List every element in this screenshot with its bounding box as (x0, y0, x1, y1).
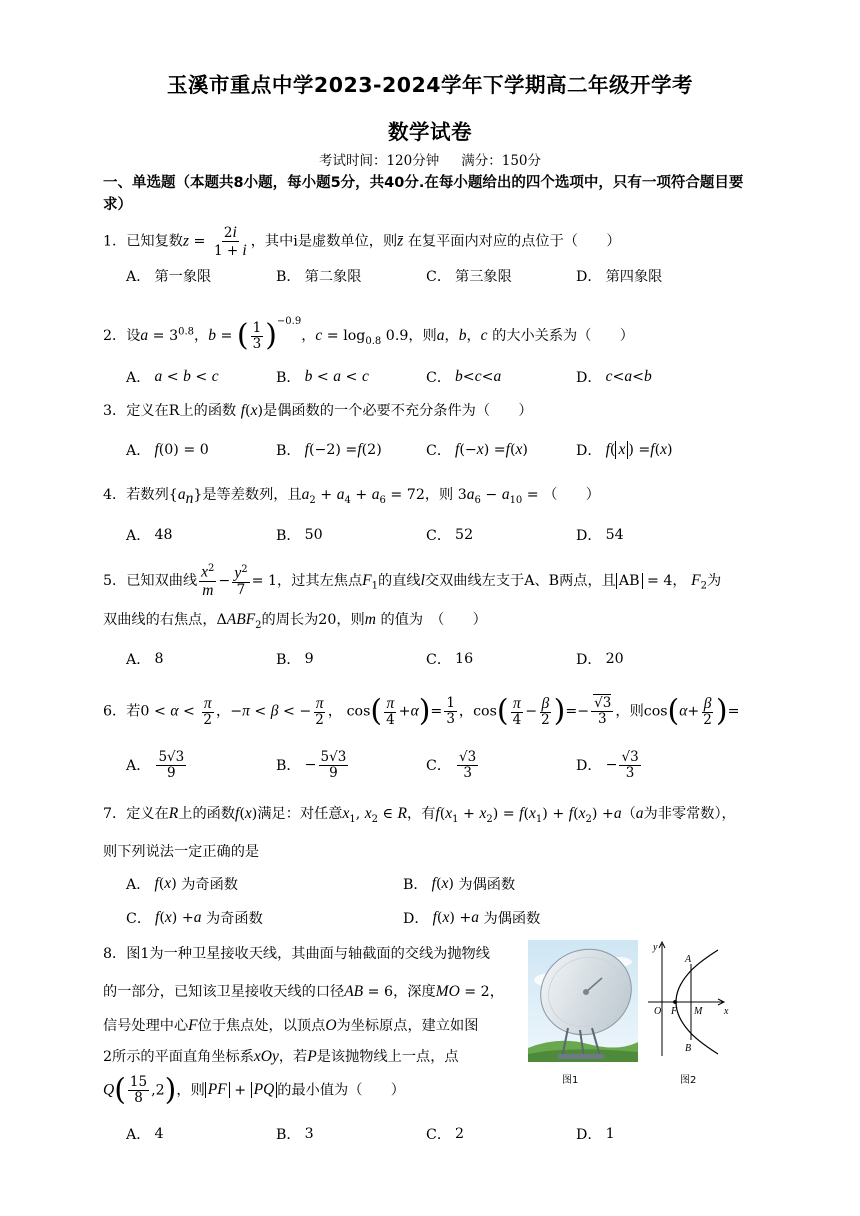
option-c[interactable]: C． 第三象限 (426, 269, 512, 285)
question-5-options (126, 649, 766, 669)
label-a: A (685, 954, 692, 965)
question-8-line3: 信号处理中心F位于焦点处，以顶点O为坐标原点，建立如图 (103, 1017, 479, 1034)
option-d[interactable]: D． − √3 3 (576, 749, 639, 781)
label-b: B (685, 1043, 692, 1054)
focus-point (674, 1001, 677, 1004)
question-7-options-row1 (126, 874, 766, 894)
option-d[interactable]: D． f ( x ) + a 为偶函数 (403, 909, 541, 927)
option-b[interactable]: B． 50 (276, 527, 323, 544)
question-8-line4: 2所示的平面直角坐标系xOy，若P是该抛物线上一点，点 (103, 1048, 459, 1065)
question-3-options (126, 440, 766, 460)
option-c[interactable]: C． 2 (426, 1126, 465, 1143)
option-b[interactable]: B． f ( x ) 为偶函数 (403, 875, 516, 893)
option-a[interactable]: A． 第一象限 (126, 269, 212, 285)
question-7-options-row2 (126, 908, 766, 928)
option-a[interactable]: A． 5√3 9 (126, 749, 185, 781)
label-x: x (724, 1006, 729, 1017)
exam-score: 满分：150分 (461, 153, 542, 169)
question-2-options (126, 367, 766, 387)
option-a[interactable]: A． f ( x ) 为奇函数 (126, 875, 238, 893)
question-5-line2: 双曲线的右焦点，$\Delta ABF_2$的周长为20，则m 的值为 （ ） (103, 611, 487, 631)
option-a[interactable]: A． f (0) = 0 (126, 441, 209, 459)
exam-time: 考试时间：120分钟 (318, 153, 440, 169)
option-a[interactable]: A． 8 (126, 651, 164, 668)
satellite-dish-illustration (528, 940, 645, 1062)
option-c[interactable]: C． 16 (426, 651, 474, 668)
option-a[interactable]: A． a < b < c (126, 368, 219, 386)
option-c[interactable]: C． f (− x ) = f ( x ) (426, 441, 528, 459)
label-o: O (654, 1006, 662, 1017)
option-c[interactable]: C． 52 (426, 527, 474, 544)
question-6: 6．若0 < α < $\frac{\pi}{2}$ ，−π < β < − $\frac{\pi}{2}$ ， cos( $\frac{\pi}{4}$ +α)= $\frac{1}{3}$ ，cos( $\frac{\pi}{4}$ − $\frac{\beta}{2}$ )=− $\frac{√3}{3}$ ，则cos(α+ $\frac{\beta}{2}$ )= (103, 693, 740, 729)
option-d[interactable]: D． c < a < b (576, 368, 652, 386)
question-8-figures (528, 940, 758, 1090)
option-a[interactable]: A． 48 (126, 527, 173, 544)
question-4: 4．若数列$\{a_n\}$是等差数列，且$a_2 + a_4 + a_6 = 72$，则 $3a_6 - a_{10}$ = （ ） (103, 486, 600, 507)
question-7: 7．定义在R上的函数f(x)满足：对任意$x_1$, $x_2$ ∈ R，有$f(x_1 + x_2) = f(x_1) + f(x_2) +a(a$为非零常数）， (103, 805, 736, 825)
question-5: 5．已知双曲线 $\frac{x^2}{m}$ − $\frac{y^2}{7}$ = 1，过其左焦点$F_1$的直线l交双曲线左支于A、B两点，且 AB = 4， $F_2$为 (103, 563, 722, 599)
option-c[interactable]: C． f ( x ) + a 为奇函数 (126, 909, 263, 927)
figures-svg (528, 940, 758, 1090)
option-b[interactable]: B． 9 (276, 651, 314, 668)
section-heading: 一、单选题（本题共8小题，每小题5分，共40分.在每小题给出的四个选项中，只有一项符合题目要求） (103, 175, 744, 213)
option-b[interactable]: B． − 5√3 9 (276, 749, 347, 781)
question-6-options (126, 750, 766, 781)
figure-2-caption: 图2 (680, 1075, 697, 1086)
option-d[interactable]: D． 第四象限 (576, 269, 663, 285)
question-8-line5: Q( $\frac{15}{8}$ ,2)，则 PF + PQ 的最小值为（ ） (103, 1072, 405, 1108)
option-b[interactable]: B． 3 (276, 1126, 314, 1143)
question-3: 3．定义在R上的函数 f(x)是偶函数的一个必要不充分条件为（ ） (103, 402, 533, 419)
option-c[interactable]: C． b < c < a (426, 368, 502, 386)
label-m: M (694, 1006, 703, 1017)
option-c[interactable]: C． √3 3 (426, 749, 477, 781)
option-b[interactable]: B． 第二象限 (276, 269, 362, 285)
question-8: 8．图1为一种卫星接收天线，其曲面与轴截面的交线为抛物线 (103, 946, 490, 962)
option-d[interactable]: D． 20 (576, 651, 624, 668)
option-d[interactable]: D． f ( x ) = f ( x ) (576, 441, 673, 459)
exam-meta (0, 149, 860, 169)
question-8-line2: 的一部分，已知该卫星接收天线的口径AB = 6，深度MO = 2， (103, 983, 504, 1000)
question-2: 2．设$a = 3^{0.8}$，b = ( $\frac{1}{3}$ )$^{-0.9}$，$c = \log_{0.8} 0.9$，则a，b，c 的大小关系为（ ） (103, 316, 634, 353)
option-b[interactable]: B． f (−2) = f (2) (276, 441, 382, 459)
question-1-options (126, 266, 766, 286)
question-8-options (126, 1124, 766, 1144)
option-d[interactable]: D． 54 (576, 527, 624, 544)
option-b[interactable]: B． b < a < c (276, 368, 369, 386)
question-1: 1．已知复数z = $\frac{2i}{1 + i}$ ，其中i是虚数单位，则z̄ 在复平面内对应的点位于（ ） (103, 224, 621, 260)
option-d[interactable]: D． 1 (576, 1126, 615, 1143)
question-4-options (126, 525, 766, 545)
option-a[interactable]: A． 4 (126, 1126, 164, 1143)
label-f: F (671, 1006, 678, 1017)
label-y: y (653, 942, 658, 953)
exam-title: 玉溪市重点中学2023-2024学年下学期高二年级开学考 (166, 73, 694, 97)
exam-subtitle: 数学试卷 (388, 120, 472, 144)
question-7-line2: 则下列说法一定正确的是 (103, 844, 260, 860)
figure-1-caption: 图1 (562, 1075, 579, 1086)
